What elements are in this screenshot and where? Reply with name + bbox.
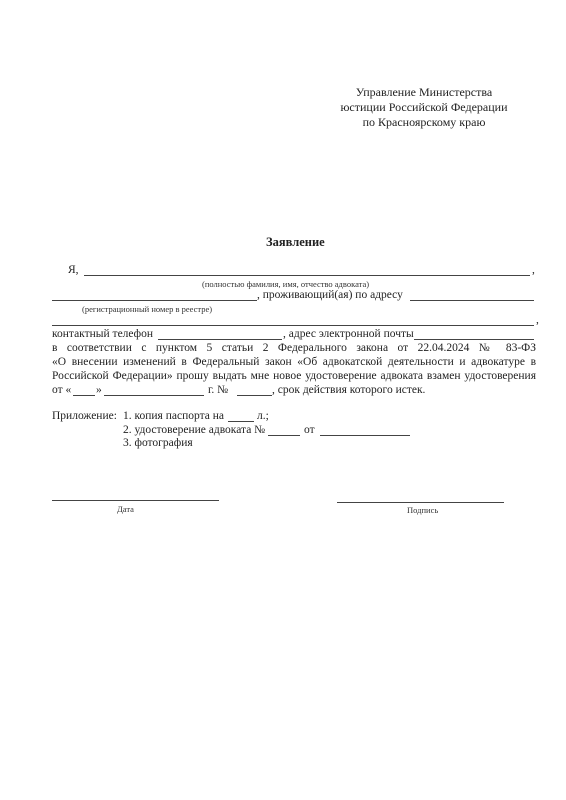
- signature-caption: Подпись: [407, 505, 439, 515]
- body-text-line-1: в соответствии с пунктом 5 статьи 2 Федерального закона от 22.04.2024 № 83-ФЗ: [52, 342, 536, 354]
- name-comma: ,: [532, 264, 535, 276]
- i-label: Я,: [68, 264, 79, 276]
- residence-address-field[interactable]: [410, 300, 534, 301]
- registry-number-caption: (регистрационный номер в реестре): [82, 304, 213, 314]
- quote-close: »: [96, 384, 102, 396]
- attachments-label: Приложение:: [52, 410, 117, 422]
- phone-field[interactable]: [158, 339, 282, 340]
- email-field[interactable]: [414, 339, 534, 340]
- date-caption: Дата: [117, 504, 134, 514]
- full-name-field[interactable]: [84, 275, 530, 276]
- full-name-caption: (полностью фамилия, имя, отчество адвоката): [202, 279, 370, 289]
- email-label: , адрес электронной почты: [283, 328, 414, 340]
- address-comma: ,: [536, 314, 539, 326]
- passport-pages-field[interactable]: [228, 421, 254, 422]
- addressee-line-3: по Красноярскому краю: [362, 115, 486, 129]
- attachment-item-1-suffix: л.;: [257, 410, 269, 422]
- year-number-label: г. №: [208, 384, 229, 396]
- attachment-item-3: 3. фотография: [123, 437, 193, 449]
- phone-label: контактный телефон: [52, 328, 154, 340]
- body-text-line-3: Российской Федерации» прошу выдать мне новое удостоверение адвоката взамен удостоверения: [52, 370, 536, 382]
- registry-number-field[interactable]: [52, 300, 257, 301]
- attached-certificate-date-field[interactable]: [320, 435, 410, 436]
- addressee-line-2: юстиции Российской Федерации: [340, 100, 508, 114]
- residing-label: , проживающий(ая) по адресу: [257, 289, 403, 301]
- attachment-item-1-prefix: 1. копия паспорта на: [123, 410, 224, 422]
- address-continuation-field[interactable]: [52, 325, 534, 326]
- date-field[interactable]: [52, 500, 219, 501]
- expiry-label: , срок действия которого истек.: [272, 384, 426, 396]
- attachment-item-2-prefix: 2. удостоверение адвоката №: [123, 424, 266, 436]
- certificate-month-field[interactable]: [104, 395, 204, 396]
- certificate-number-field[interactable]: [237, 395, 272, 396]
- attached-certificate-number-field[interactable]: [268, 435, 300, 436]
- document-title: Заявление: [266, 235, 325, 249]
- signature-field[interactable]: [337, 502, 504, 503]
- certificate-date-label: от «: [52, 384, 72, 396]
- addressee-line-1: Управление Министерства: [355, 85, 493, 99]
- body-text-line-2: «О внесении изменений в Федеральный закон «Об адвокатской деятельности и адвокатуре в: [52, 356, 536, 368]
- certificate-day-field[interactable]: [73, 395, 95, 396]
- attachment-item-2-from: от: [304, 424, 315, 436]
